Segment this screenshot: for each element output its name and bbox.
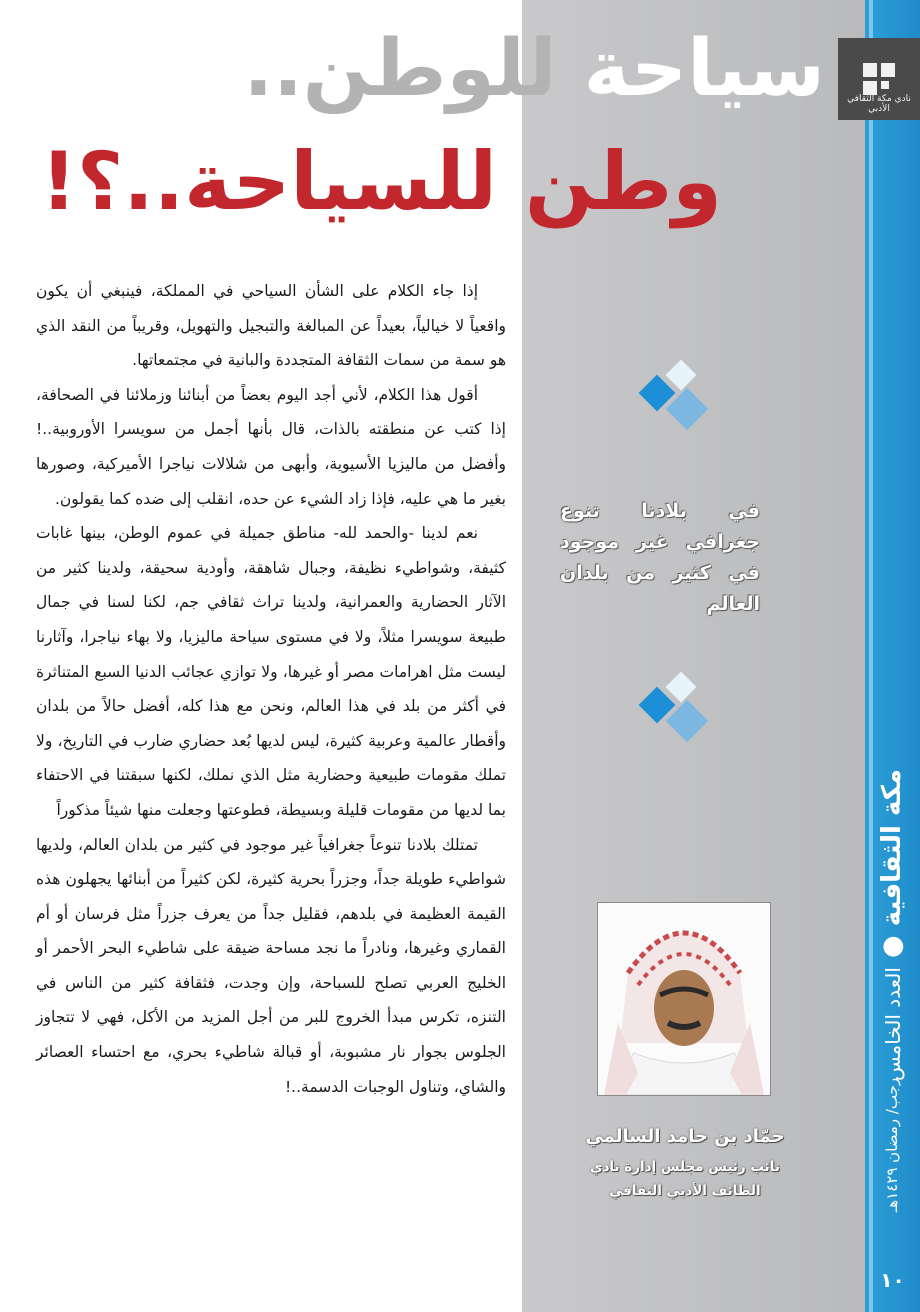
headline-line-1 bbox=[243, 24, 825, 114]
paragraph-1: إذا جاء الكلام على الشأن السياحي في المملكة، فينبغي أن يكون واقعياً لا خيالياً، بعيداً عن المبالغة والتبجيل والتهويل، وقريباً من النقد الذي هو سمة من سمات الثقافة المتجددة والبانية في مجتمعاتها. bbox=[36, 282, 506, 370]
author-name: حمّاد بن حامد السالمي bbox=[585, 1126, 785, 1147]
spine-date bbox=[868, 1055, 916, 1235]
author-title-2: الطائف الأدبي الثقافي bbox=[609, 1183, 761, 1199]
headline-word-for-homeland: للوطن.. bbox=[243, 24, 557, 114]
paragraph-3: نعم لدينا -والحمد لله- مناطق جميلة في عموم الوطن، بينها غابات كثيفة، وشواطيء نظيفة، وجبال شاهقة، وأودية سحيقة، ولدينا كثير من الآثار الحضارية والعمرانية، ولدينا تراث ثقافي جم، لكنا لسنا في جمال طبيعة سويسرا مثلاً، ولا في مستوى سياحة ماليزيا، ولا بهاء نياجرا، وآثارنا ليست مثل اهرامات مصر أو غيرها، ولا توازي عجائب الدنيا السبع المتناثرة في أكثر من بلد في هذا العالم، ونحن مع هذا كله، أفضل حالاً من بلدان وأقطار عالمية وعربية كثيرة، ليس لديها بُعد حضاري ضارب في التاريخ، ولا تملك مقومات طبيعية وحضارية مثل الذي نملك، لكنها سبقتنا في الاحتفاء بما لديها من مقومات قليلة وبسيطة، فطوعتها وجعلت منها شيئاً مذكوراً bbox=[36, 524, 506, 819]
diamond-cluster-icon bbox=[630, 358, 720, 448]
article-body bbox=[36, 274, 506, 1104]
logo-mark-icon bbox=[859, 59, 899, 99]
spine-bullet: ● bbox=[877, 935, 907, 968]
pull-quote: في بلادنا تنوع جغرافي غير موجود في كثير من بلدان العالم bbox=[560, 500, 760, 615]
author-title-1: نائب رئيس مجلس إدارة نادي bbox=[590, 1159, 780, 1175]
spine-date-text: رجب/ رمضان ١٤٢٩هـ bbox=[882, 1077, 901, 1213]
author-photo bbox=[597, 902, 771, 1096]
headline-line-2: وطن للسياحة..؟! bbox=[40, 135, 722, 228]
logo-text: نادي مكة الثقافي الأدبي bbox=[847, 94, 911, 114]
headline-word-tourism: سياحة bbox=[583, 24, 825, 114]
page-number: ١٠ bbox=[880, 1268, 905, 1292]
portrait-icon bbox=[598, 903, 770, 1095]
spine-issue: العدد الخامس bbox=[881, 967, 905, 1081]
diamond-cluster-icon bbox=[630, 670, 720, 760]
paragraph-2: أقول هذا الكلام، لأني أجد اليوم بعضاً من أبنائنا وزملائنا في الصحافة، إذا كتب عن منطقته بالذات، قال بأنها أجمل من سويسرا الأوروبية..! وأفضل من ماليزيا الأسيوية، وأبهى من شلالات نياجرا الأميركية، وصورها بغير ما هي عليه، فإذا زاد الشيء عن حده، انقلب إلى ضده كما يقولون. bbox=[36, 385, 506, 508]
club-logo bbox=[838, 38, 920, 120]
spine-title-text: مكة الثقافية bbox=[877, 769, 907, 927]
author-caption bbox=[560, 1126, 810, 1203]
paragraph-4: تمتلك بلادنا تنوعاً جغرافياً غير موجود في كثير من بلدان العالم، ولديها شواطيء طويلة جداً، وجزراً بحرية كثيرة، لكن كثيراً من أبنائها يجهلون هذه القيمة العظيمة في بلدهم، فقليل جداً من يعرف جزراً مثل فرسان أو أم القماري وغيرها، ونادراً ما نجد مساحة ضيقة على شاطيء البحر الأحمر أو الخليج العربي تصلح للسباحة، وإن وجدت، فثقافة كثير من الناس في التنزه، تكرس مبدأ الخروج للبر من أجل المزيد من الأكل، فهي لا تتجاوز الجلوس بجوار نار مشبوبة، أو قبالة شاطيء بحري، مع احتساء العصائر والشاي، وتناول الوجبات الدسمة..! bbox=[36, 835, 506, 1096]
